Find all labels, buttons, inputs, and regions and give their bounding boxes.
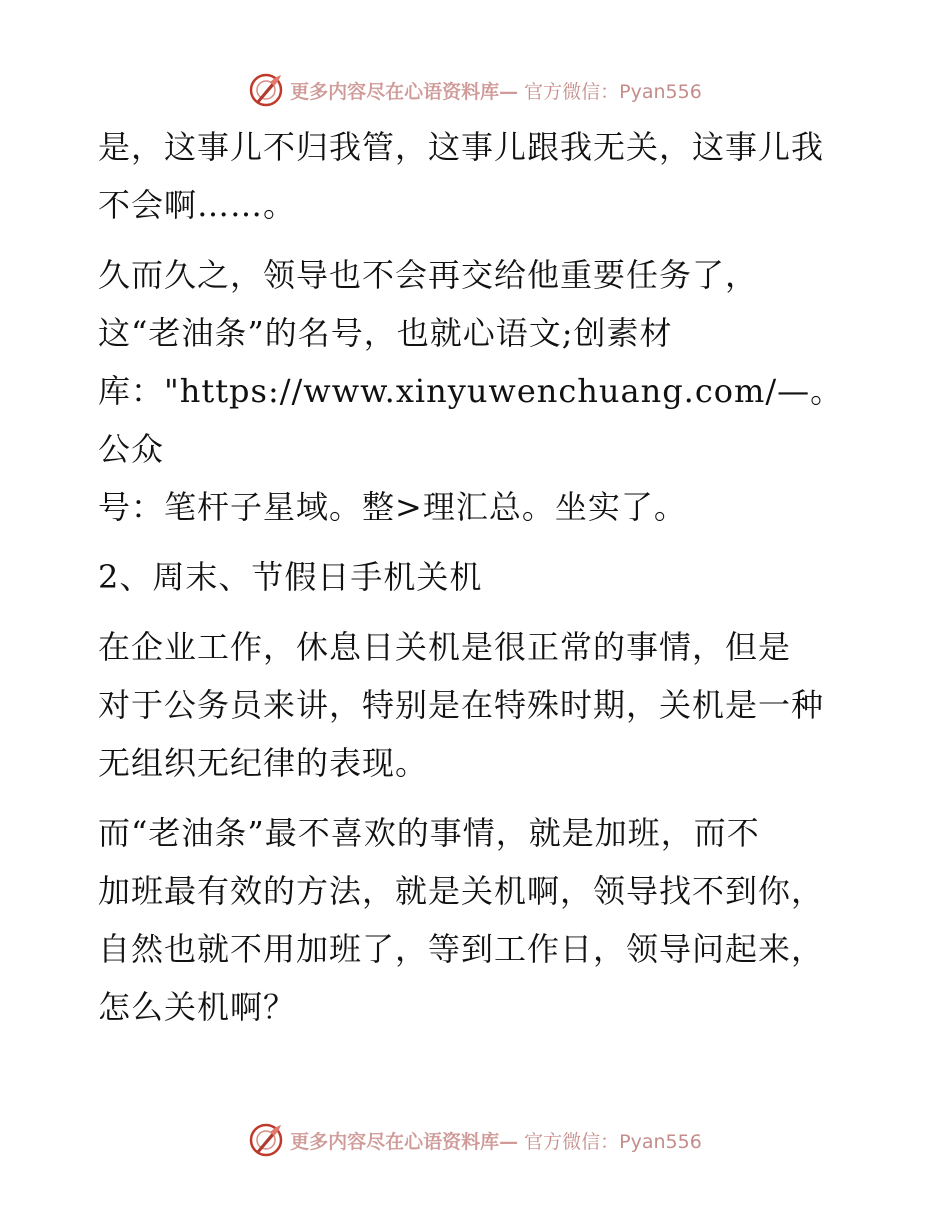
paragraph: 在企业工作，休息日关机是很正常的事情，但是 对于公务员来讲，特别是在特殊时期，关机是一种 无组织无纪律的表现。: [98, 628, 825, 782]
document-body: [98, 118, 858, 1048]
watermark-text: 更多内容尽在心语资料库—: [290, 1130, 519, 1153]
paragraph: 久而久之，领导也不会再交给他重要任务了， 这“老油条”的名号，也就心语文;创素材 库："https://www.xinyuwenchuang.com/—。公众 号：笔杆子星域。整>理汇总。坐实了。: [98, 256, 844, 526]
watermark-wechat: 官方微信：Pyan556: [524, 1130, 702, 1153]
watermark-text: 更多内容尽在心语资料库—: [290, 80, 519, 103]
quill-pen-logo-icon: [248, 1122, 284, 1158]
section-heading: 2、周末、节假日手机关机: [98, 558, 483, 596]
paragraph: 而“老油条”最不喜欢的事情，就是加班，而不 加班最有效的方法，就是关机啊，领导找不到你， 自然也就不用加班了，等到工作日，领导问起来， 怎么关机啊？: [98, 814, 825, 1026]
paragraph: 是，这事儿不归我管，这事儿跟我无关，这事儿我 不会啊……。: [98, 128, 825, 224]
header-watermark: [0, 68, 950, 112]
watermark-wechat: 官方微信：Pyan556: [524, 80, 702, 103]
quill-pen-logo-icon: [248, 72, 284, 108]
footer-watermark: [0, 1118, 950, 1162]
